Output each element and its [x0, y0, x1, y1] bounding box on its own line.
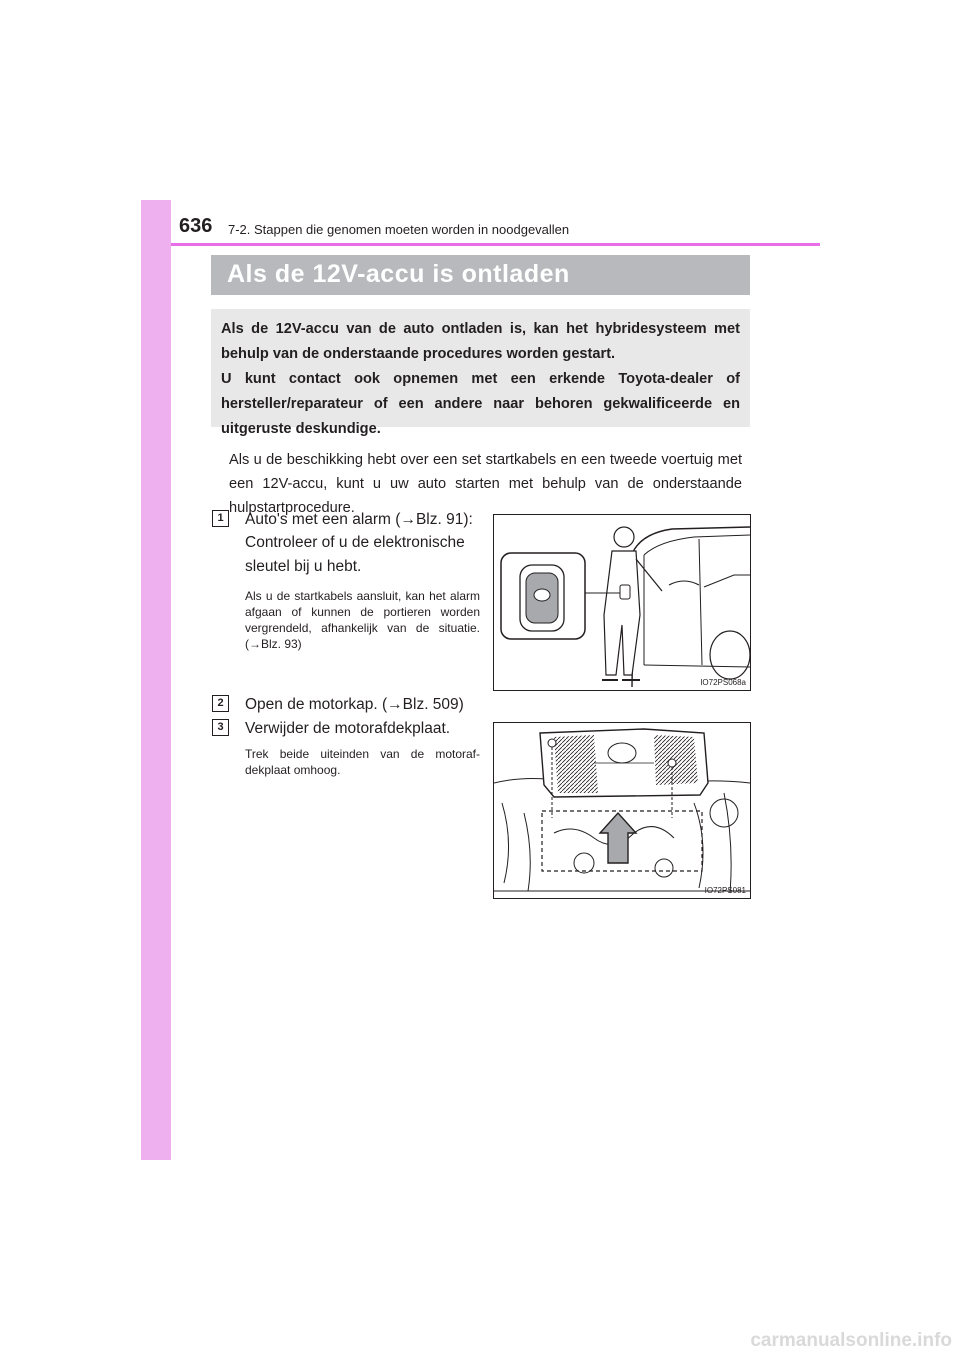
intro-box	[211, 309, 750, 437]
title-bar	[211, 255, 750, 295]
figure-engine-cover	[493, 722, 751, 899]
watermark: carmanualsonline.info	[750, 1330, 952, 1351]
page-title: Als de 12V-accu is ontladen	[227, 260, 570, 288]
step-2-badge: 2	[212, 695, 229, 712]
step-1-badge: 1	[212, 510, 229, 527]
side-tab-band	[141, 200, 171, 1160]
figure-2-code: IO72PS081	[704, 886, 746, 895]
step-1-line-1: Auto's met een alarm (→Blz. 91):	[245, 511, 473, 528]
step-1-line-2: Controleer of u de elektronische	[245, 534, 465, 551]
figure-key-door	[493, 514, 751, 691]
key-door-illustration	[494, 515, 750, 690]
step-2-text: Open de motorkap. (→Blz. 509)	[245, 696, 464, 713]
figure-1-code: IO72PS068a	[700, 678, 746, 687]
section-heading: 7-2. Stappen die genomen moeten worden in noodgevallen	[228, 222, 570, 237]
intro-paragraph-1: Als de 12V-accu van de auto ontladen is, kan het hybridesysteem met behulp van de onderstaande procedures worden gestart.	[221, 321, 740, 362]
engine-cover-illustration	[494, 723, 750, 898]
step-3-note: Trek beide uiteinden van de motoraf- dekplaat omhoog.	[245, 747, 480, 777]
step-3-text: Verwijder de motorafdekplaat.	[245, 720, 451, 737]
body-paragraph: Als u de beschikking hebt over een set startkabels en een tweede voertuig met een 12V-accu, kunt u uw auto starten met behulp van de onderstaande hulpstartprocedure.	[229, 452, 742, 516]
intro-paragraph-2: U kunt contact ook opnemen met een erkende Toyota-dealer of hersteller/reparateur of een andere naar behoren gekwalificeerde en uitgeruste deskundige.	[221, 371, 740, 437]
header-rule	[171, 243, 820, 246]
step-1-note: Als u de startkabels aansluit, kan het alarm afgaan of kunnen de portieren worden vergrendeld, afhankelijk van de situatie. (→Blz. 93)	[245, 589, 480, 651]
page-number: 636	[179, 215, 213, 237]
step-3-badge: 3	[212, 719, 229, 736]
step-1-line-3: sleutel bij u hebt.	[245, 558, 362, 575]
